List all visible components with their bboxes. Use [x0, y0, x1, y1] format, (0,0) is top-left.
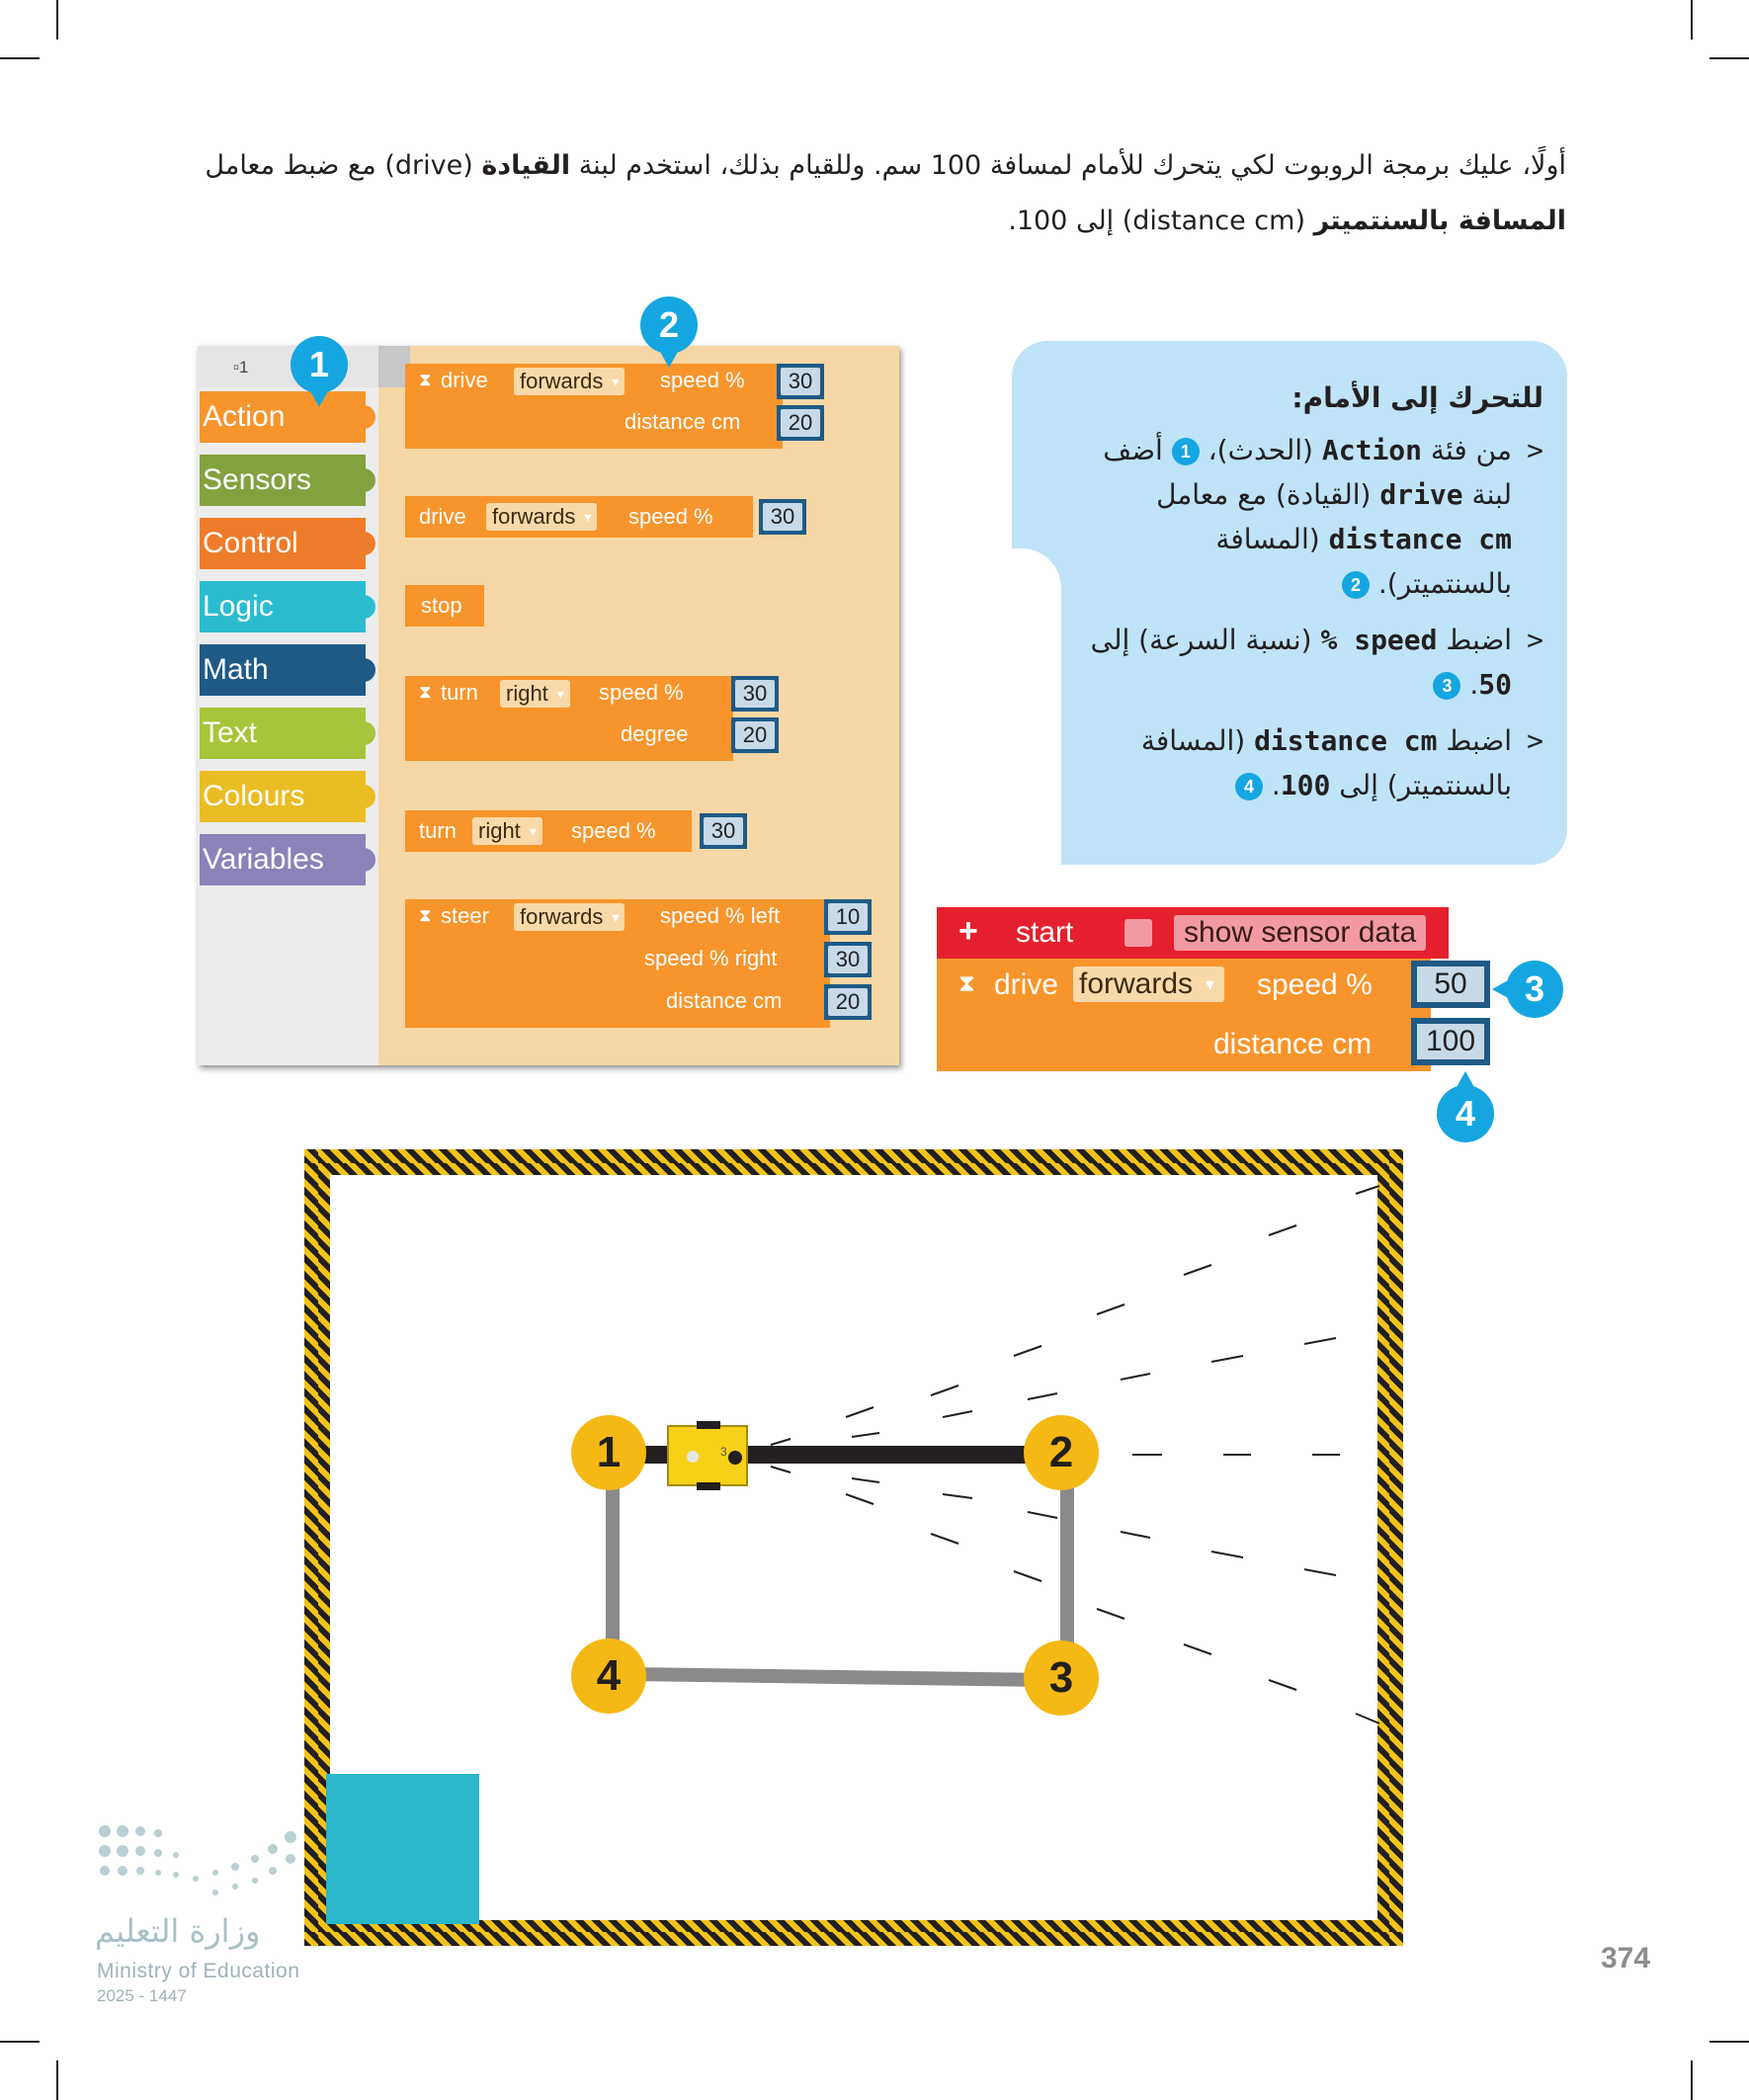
wheel	[697, 1421, 720, 1429]
robot-label: 3	[720, 1445, 727, 1459]
degree-input[interactable]: 20	[731, 717, 779, 753]
instruction-item-1: < من فئة Action (الحدث)، 1 أضف لبنة drive (القيادة) مع معامل distance cm (المسافة بالسنتميتر). 2	[1077, 428, 1543, 606]
wheel	[697, 1482, 720, 1490]
step-badge-4: 4	[1235, 773, 1263, 800]
intro-paragraph: أولًا، عليك برمجة الروبوت لكي يتحرك للأمام لمسافة 100 سم. وللقيام بذلك، استخدم لبنة القيادة (drive) مع ضبط معامل المسافة بالسنتميتر (distance cm) إلى 100.	[205, 150, 1566, 236]
waypoint-1: 1	[571, 1415, 646, 1490]
robot-icon	[667, 1425, 748, 1486]
right-input[interactable]: 30	[824, 942, 872, 977]
speed-input[interactable]: 30	[777, 364, 824, 399]
plus-icon[interactable]: +	[958, 912, 978, 950]
instruction-item-2: < اضبط speed % (نسبة السرعة) إلى 50. 3	[1077, 618, 1543, 707]
hourglass-icon: ⧗	[419, 905, 432, 925]
category-sensors[interactable]: Sensors	[200, 455, 366, 506]
speed-label: speed %	[1257, 968, 1373, 1001]
category-variables[interactable]: Variables	[200, 834, 366, 885]
hourglass-icon: ⧗	[419, 370, 432, 389]
direction-dropdown[interactable]: forwards ▾	[514, 368, 625, 395]
goal-zone	[326, 1774, 479, 1924]
direction-dropdown[interactable]: forwards ▾	[514, 903, 625, 931]
speed-label: speed %	[599, 680, 684, 705]
speed-input[interactable]: 50	[1411, 961, 1490, 1008]
speed-right-label: speed % right	[644, 946, 778, 970]
left-input[interactable]: 10	[824, 899, 872, 935]
distance-input[interactable]: 20	[824, 984, 872, 1020]
category-control[interactable]: Control	[200, 518, 366, 569]
category-text[interactable]: Text	[200, 708, 366, 759]
speed-input[interactable]: 30	[731, 676, 779, 712]
speed-input[interactable]: 30	[759, 499, 806, 535]
distance-input[interactable]: 100	[1411, 1018, 1490, 1065]
ministry-name-en: Ministry of Education	[97, 1960, 300, 1982]
step-badge-3: 3	[1433, 672, 1460, 700]
category-colours[interactable]: Colours	[200, 771, 366, 822]
callout-marker-2: 2	[640, 296, 698, 354]
page-number: 374	[1601, 1942, 1651, 1974]
waypoint-3: 3	[1024, 1640, 1099, 1716]
waypoint-4: 4	[571, 1638, 646, 1714]
waypoint-2: 2	[1024, 1415, 1099, 1490]
block-verb: drive	[419, 504, 466, 529]
callout-marker-4: 4	[1437, 1085, 1494, 1142]
ministry-name-ar: وزارة التعليم	[95, 1912, 261, 1950]
hourglass-icon: ⧗	[958, 970, 975, 997]
distance-label: distance cm	[625, 409, 741, 434]
speed-label: speed %	[628, 504, 713, 529]
category-action[interactable]: Action	[200, 391, 366, 443]
ministry-logo-icon	[97, 1823, 304, 1902]
distance-label: distance cm	[666, 988, 783, 1013]
hourglass-icon: ⧗	[419, 682, 432, 702]
degree-label: degree	[621, 721, 689, 746]
direction-dropdown[interactable]: right ▾	[500, 680, 570, 708]
distance-label: distance cm	[1213, 1028, 1373, 1060]
step-badge-1: 1	[1172, 438, 1200, 465]
distance-input[interactable]: 20	[777, 405, 824, 441]
block-verb: drive	[994, 968, 1059, 1001]
robot-light	[687, 1451, 699, 1463]
direction-dropdown[interactable]: forwards ▾	[1073, 966, 1224, 1002]
speed-left-label: speed % left	[660, 903, 781, 928]
category-logic[interactable]: Logic	[200, 581, 366, 632]
block-verb: stop	[421, 593, 462, 618]
step-badge-2: 2	[1342, 571, 1370, 599]
start-label: start	[1016, 916, 1074, 949]
category-math[interactable]: Math	[200, 644, 366, 696]
path-line-3-4	[628, 1674, 1047, 1680]
block-verb: steer	[441, 903, 489, 928]
direction-dropdown[interactable]: right ▾	[472, 817, 542, 845]
direction-dropdown[interactable]: forwards ▾	[486, 503, 597, 531]
speed-label: speed %	[660, 368, 745, 392]
speed-label: speed %	[571, 818, 656, 843]
robot-sensor	[728, 1451, 742, 1465]
callout-marker-1: 1	[291, 336, 348, 393]
version-label: ▫1	[233, 358, 249, 377]
instruction-heading: للتحرك إلى الأمام:	[1291, 381, 1543, 414]
edition-year: 2025 - 1447	[97, 1986, 187, 2005]
block-verb: turn	[441, 680, 478, 705]
block-verb: turn	[419, 818, 457, 843]
callout-marker-3: 3	[1506, 961, 1563, 1018]
instruction-item-3: < اضبط distance cm (المسافة بالسنتميتر) إلى 100. 4	[1077, 718, 1543, 807]
speed-input[interactable]: 30	[700, 813, 747, 849]
sensor-label: show sensor data	[1174, 915, 1426, 951]
block-verb: drive	[441, 368, 488, 392]
